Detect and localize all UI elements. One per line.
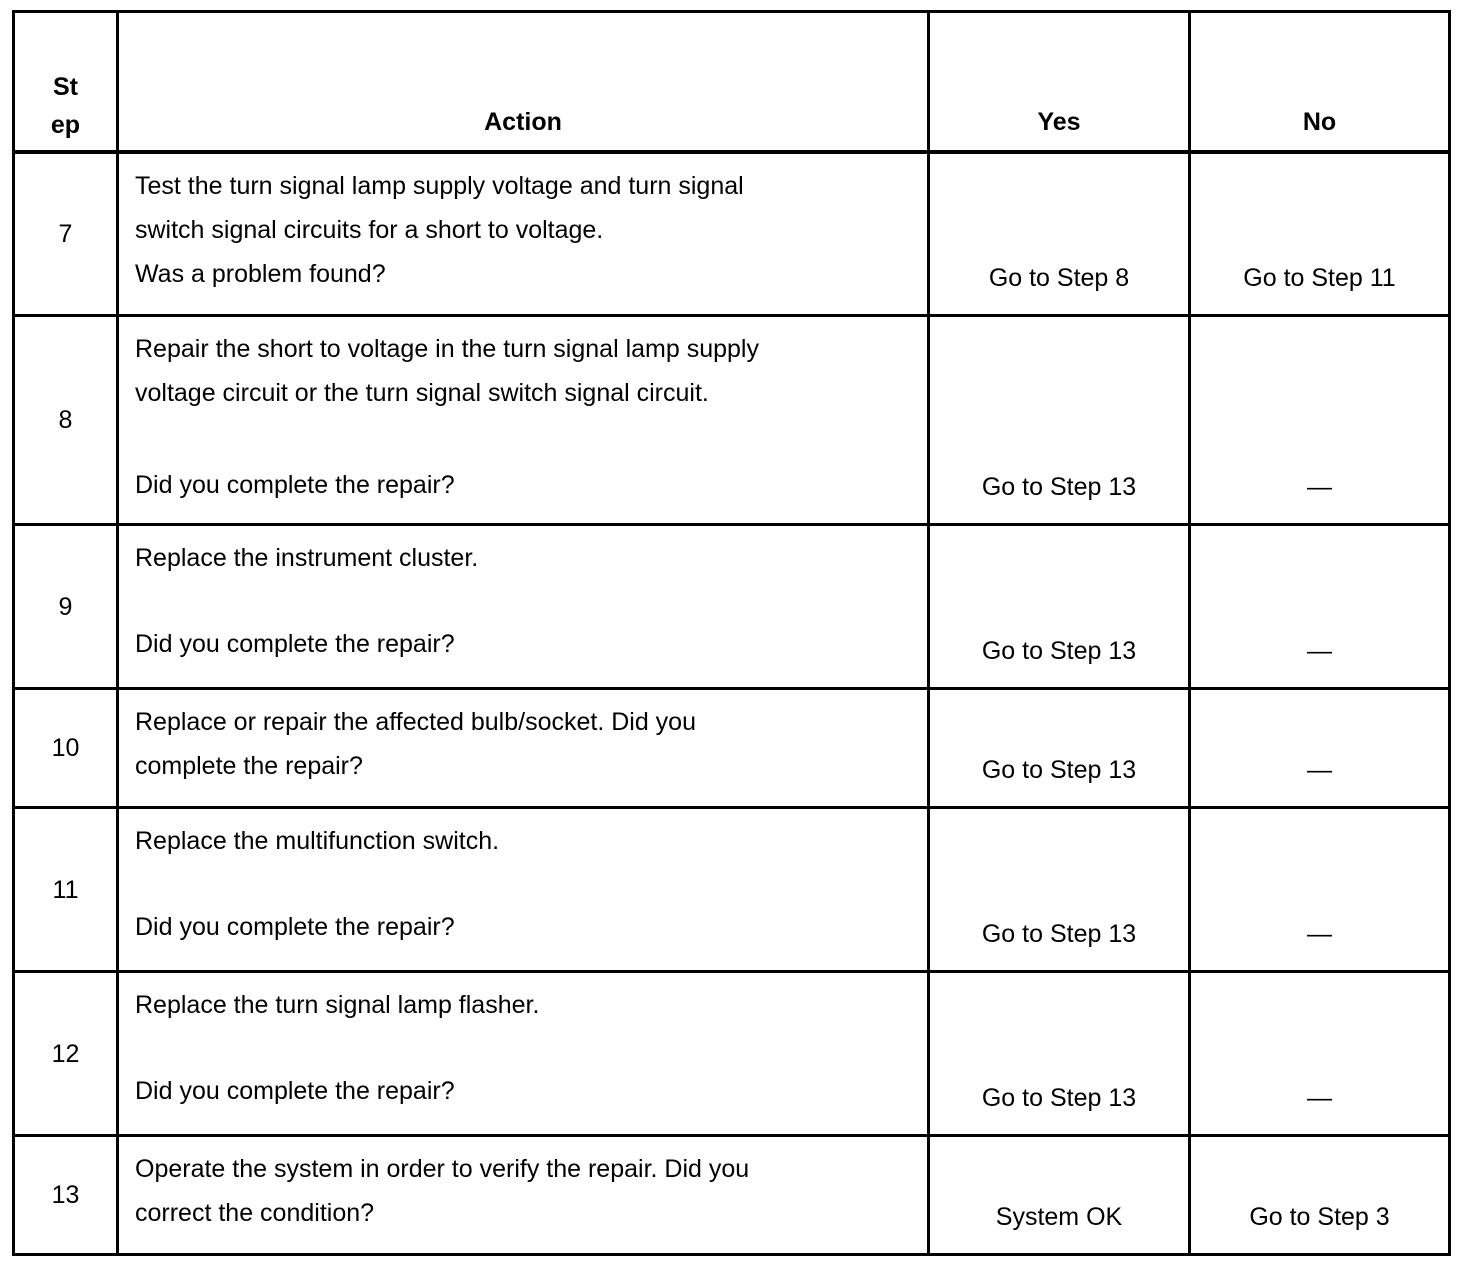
step-number: 10 — [14, 689, 118, 808]
action-question: Did you complete the repair? — [135, 913, 455, 941]
step-number: 13 — [14, 1136, 118, 1255]
action-text: Replace the multifunction switch. — [135, 827, 500, 855]
step-number: 12 — [14, 972, 118, 1136]
header-yes: Yes — [929, 12, 1190, 152]
step-number: 9 — [14, 525, 118, 689]
yes-result: System OK — [929, 1136, 1190, 1255]
action-cell — [118, 152, 929, 316]
yes-result: Go to Step 13 — [929, 689, 1190, 808]
no-result: — — [1190, 972, 1450, 1136]
yes-result: Go to Step 13 — [929, 972, 1190, 1136]
action-text: Replace the instrument cluster. — [135, 544, 479, 572]
no-result: Go to Step 11 — [1190, 152, 1450, 316]
action-cell — [118, 1136, 929, 1255]
action-question: Did you complete the repair? — [135, 1077, 455, 1105]
action-question: Did you complete the repair? — [135, 471, 455, 499]
action-text: Repair the short to voltage in the turn signal lamp supply — [135, 335, 759, 363]
no-result: — — [1190, 689, 1450, 808]
table-row — [14, 1136, 1450, 1255]
table-row — [14, 316, 1450, 525]
table-row — [14, 972, 1450, 1136]
action-text: Replace the turn signal lamp flasher. — [135, 991, 540, 1019]
action-cell — [118, 316, 929, 525]
yes-result: Go to Step 13 — [929, 525, 1190, 689]
action-text: voltage circuit or the turn signal switch signal circuit. — [135, 379, 709, 407]
header-action: Action — [118, 12, 929, 152]
action-question: complete the repair? — [135, 752, 363, 780]
action-text: Replace or repair the affected bulb/socket. Did you — [135, 708, 696, 736]
yes-result: Go to Step 13 — [929, 808, 1190, 972]
table-row — [14, 689, 1450, 808]
step-number: 8 — [14, 316, 118, 525]
step-number: 11 — [14, 808, 118, 972]
action-text: switch signal circuits for a short to voltage. — [135, 215, 604, 244]
yes-result: Go to Step 13 — [929, 316, 1190, 525]
header-step-line1: St — [53, 72, 78, 101]
header-row — [14, 12, 1450, 152]
no-result: Go to Step 3 — [1190, 1136, 1450, 1255]
table-row — [14, 808, 1450, 972]
header-no: No — [1190, 12, 1450, 152]
no-result: — — [1190, 316, 1450, 525]
step-number: 7 — [14, 152, 118, 316]
action-question: Did you complete the repair? — [135, 630, 455, 658]
action-question: correct the condition? — [135, 1199, 375, 1227]
no-result: — — [1190, 808, 1450, 972]
action-cell — [118, 972, 929, 1136]
action-question: Was a problem found? — [135, 259, 386, 288]
diagnostic-table — [12, 10, 1451, 1256]
yes-result: Go to Step 8 — [929, 152, 1190, 316]
action-text: Operate the system in order to verify the repair. Did you — [135, 1155, 750, 1183]
header-step-line2: ep — [50, 110, 81, 139]
action-text: Test the turn signal lamp supply voltage and turn signal — [135, 171, 744, 200]
header-step — [14, 12, 118, 152]
table-row — [14, 152, 1450, 316]
action-cell — [118, 525, 929, 689]
no-result: — — [1190, 525, 1450, 689]
action-cell — [118, 689, 929, 808]
table-row — [14, 525, 1450, 689]
action-cell — [118, 808, 929, 972]
